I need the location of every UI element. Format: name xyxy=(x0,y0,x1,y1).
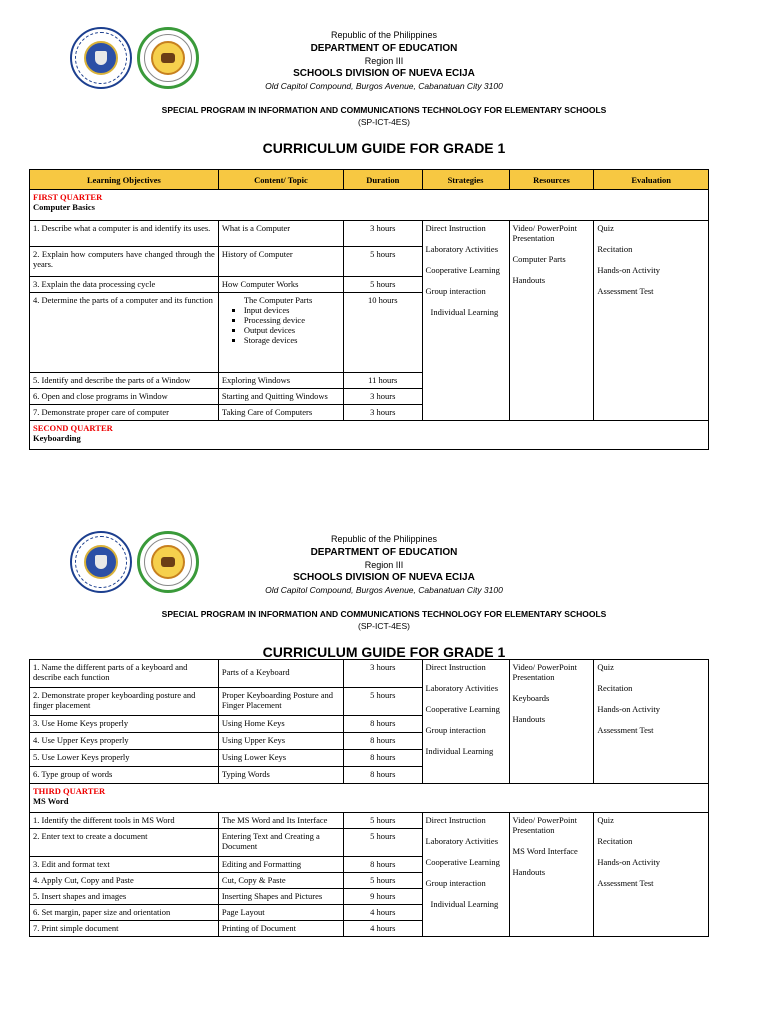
strategy-item: Cooperative Learning xyxy=(425,265,500,275)
objective-cell: 6. Set margin, paper size and orientation xyxy=(30,905,219,921)
resource-item: Video/ PowerPoint Presentation xyxy=(512,815,577,835)
topic-cell: Starting and Quitting Windows xyxy=(218,389,343,405)
objective-cell: 5. Identify and describe the parts of a Window xyxy=(30,373,219,389)
list-item: ▪ Output devices xyxy=(244,325,340,335)
duration-cell: 10 hours xyxy=(344,293,423,373)
quarter-label: FIRST QUARTER xyxy=(33,192,103,202)
quarter-row xyxy=(30,190,709,221)
region-line: Region III xyxy=(364,56,404,66)
page-1 xyxy=(0,0,768,500)
republic-line: Republic of the Philippines xyxy=(330,30,438,40)
region-line: Region III xyxy=(364,560,404,570)
strategy-item: Individual Learning xyxy=(425,746,494,756)
evaluation-item: Quiz xyxy=(597,223,614,233)
col-header-duration: Duration xyxy=(344,170,423,190)
evaluation-cell xyxy=(594,221,709,421)
objective-cell: 5. Insert shapes and images xyxy=(30,889,219,905)
duration-cell: 9 hours xyxy=(344,889,423,905)
topic-cell: History of Computer xyxy=(218,247,343,277)
list-item: ▪ Input devices xyxy=(244,305,340,315)
strategy-item: Group interaction xyxy=(425,725,486,735)
resources-cell xyxy=(509,221,594,421)
resources-cell xyxy=(509,813,594,937)
program-code: (SP-ICT-4ES) xyxy=(358,621,410,631)
resources-cell xyxy=(509,660,594,784)
topic-cell: How Computer Works xyxy=(218,277,343,293)
resource-item: Keyboards xyxy=(512,693,550,703)
topic-cell: Exploring Windows xyxy=(218,373,343,389)
duration-cell: 11 hours xyxy=(344,373,423,389)
subject-label: MS Word xyxy=(33,796,69,806)
resource-item: Computer Parts xyxy=(512,254,566,264)
strategy-item: Laboratory Activities xyxy=(425,244,498,254)
strategy-item: Cooperative Learning xyxy=(425,857,500,867)
strategy-item: Laboratory Activities xyxy=(425,836,498,846)
objective-cell: 4. Apply Cut, Copy and Paste xyxy=(30,873,219,889)
subject-label: Keyboarding xyxy=(33,433,81,443)
topic-cell: Entering Text and Creating a Document xyxy=(218,829,343,857)
duration-cell: 5 hours xyxy=(344,688,423,716)
duration-cell: 5 hours xyxy=(344,813,423,829)
objective-cell: 2. Enter text to create a document xyxy=(30,829,219,857)
strategy-item: Individual Learning xyxy=(430,899,499,909)
topic-cell: Cut, Copy & Paste xyxy=(218,873,343,889)
resource-item: Handouts xyxy=(512,275,546,285)
list-item: ▪ Processing device xyxy=(244,315,340,325)
objective-cell: 1. Describe what a computer is and identify its uses. xyxy=(30,221,219,247)
objective-cell: 2. Explain how computers have changed through the years. xyxy=(30,247,219,277)
resource-item: Video/ PowerPoint Presentation xyxy=(512,223,577,243)
duration-cell: 8 hours xyxy=(344,716,423,733)
evaluation-item: Hands-on Activity xyxy=(597,857,660,867)
topic-cell: Using Home Keys xyxy=(218,716,343,733)
strategies-cell xyxy=(422,813,509,937)
strategy-item: Direct Instruction xyxy=(425,662,486,672)
strategies-cell xyxy=(422,221,509,421)
objective-cell: 3. Use Home Keys properly xyxy=(30,716,219,733)
subject-label: Computer Basics xyxy=(33,202,95,212)
strategy-item: Cooperative Learning xyxy=(425,704,500,714)
col-header-topic: Content/ Topic xyxy=(218,170,343,190)
strategy-item: Individual Learning xyxy=(430,307,499,317)
duration-cell: 5 hours xyxy=(344,247,423,277)
strategies-cell xyxy=(422,660,509,784)
division-line: SCHOOLS DIVISION OF NUEVA ECIJA xyxy=(293,572,475,583)
evaluation-item: Assessment Test xyxy=(597,286,654,296)
department-line: DEPARTMENT OF EDUCATION xyxy=(310,547,458,558)
evaluation-cell xyxy=(594,813,709,937)
republic-line: Republic of the Philippines xyxy=(330,534,438,544)
objective-cell: 5. Use Lower Keys properly xyxy=(30,750,219,767)
duration-cell: 8 hours xyxy=(344,767,423,784)
evaluation-item: Recitation xyxy=(597,683,633,693)
curriculum-table-2 xyxy=(29,659,709,937)
col-header-evaluation: Evaluation xyxy=(594,170,709,190)
objective-cell: 3. Edit and format text xyxy=(30,857,219,873)
duration-cell: 5 hours xyxy=(344,873,423,889)
objective-cell: 1. Name the different parts of a keyboard and describe each function xyxy=(30,660,219,688)
objective-cell: 4. Use Upper Keys properly xyxy=(30,733,219,750)
evaluation-item: Recitation xyxy=(597,836,633,846)
table-row xyxy=(30,660,709,688)
topic-cell: Typing Words xyxy=(218,767,343,784)
objective-cell: 3. Explain the data processing cycle xyxy=(30,277,219,293)
duration-cell: 3 hours xyxy=(344,405,423,421)
strategy-item: Direct Instruction xyxy=(425,815,486,825)
duration-cell: 5 hours xyxy=(344,829,423,857)
duration-cell: 3 hours xyxy=(344,660,423,688)
objective-cell: 2. Demonstrate proper keyboarding posture and finger placement xyxy=(30,688,219,716)
col-header-strategies: Strategies xyxy=(422,170,509,190)
department-line: DEPARTMENT OF EDUCATION xyxy=(310,43,458,54)
evaluation-item: Assessment Test xyxy=(597,725,654,735)
duration-cell: 3 hours xyxy=(344,389,423,405)
objective-cell: 7. Print simple document xyxy=(30,921,219,937)
duration-cell: 5 hours xyxy=(344,277,423,293)
topic-cell: Parts of a Keyboard xyxy=(218,660,343,688)
col-header-objectives: Learning Objectives xyxy=(30,170,219,190)
address-line: Old Capitol Compound, Burgos Avenue, Cabanatuan City 3100 xyxy=(265,81,503,91)
objective-cell: 1. Identify the different tools in MS Word xyxy=(30,813,219,829)
objective-cell: 6. Open and close programs in Window xyxy=(30,389,219,405)
evaluation-item: Quiz xyxy=(597,815,614,825)
strategy-item: Laboratory Activities xyxy=(425,683,498,693)
topic-cell: Taking Care of Computers xyxy=(218,405,343,421)
topic-cell: Using Lower Keys xyxy=(218,750,343,767)
address-line: Old Capitol Compound, Burgos Avenue, Cabanatuan City 3100 xyxy=(265,585,503,595)
topic-title: The Computer Parts xyxy=(243,295,313,305)
duration-cell: 3 hours xyxy=(344,221,423,247)
list-item: ▪ Storage devices xyxy=(244,335,340,345)
duration-cell: 4 hours xyxy=(344,905,423,921)
topic-cell: Page Layout xyxy=(218,905,343,921)
quarter-row xyxy=(30,784,709,813)
resource-item: MS Word Interface xyxy=(512,846,578,856)
program-title: SPECIAL PROGRAM IN INFORMATION AND COMMUNICATIONS TECHNOLOGY FOR ELEMENTARY SCHOOLS xyxy=(161,609,607,619)
strategy-item: Direct Instruction xyxy=(425,223,486,233)
topic-cell: Using Upper Keys xyxy=(218,733,343,750)
quarter-label: THIRD QUARTER xyxy=(33,786,106,796)
resource-item: Handouts xyxy=(512,867,546,877)
duration-cell: 8 hours xyxy=(344,733,423,750)
objective-cell: 6. Type group of words xyxy=(30,767,219,784)
table-row xyxy=(30,813,709,829)
strategy-item: Group interaction xyxy=(425,286,486,296)
objective-cell: 7. Demonstrate proper care of computer xyxy=(30,405,219,421)
topic-cell: Proper Keyboarding Posture and Finger Placement xyxy=(218,688,343,716)
evaluation-item: Quiz xyxy=(597,662,614,672)
objective-cell: 4. Determine the parts of a computer and its function xyxy=(30,293,219,373)
program-title: SPECIAL PROGRAM IN INFORMATION AND COMMUNICATIONS TECHNOLOGY FOR ELEMENTARY SCHOOLS xyxy=(161,105,607,115)
strategy-item: Group interaction xyxy=(425,878,486,888)
table-row xyxy=(30,221,709,247)
guide-title: CURRICULUM GUIDE FOR GRADE 1 xyxy=(262,644,506,660)
program-code: (SP-ICT-4ES) xyxy=(358,117,410,127)
evaluation-item: Recitation xyxy=(597,244,633,254)
evaluation-item: Hands-on Activity xyxy=(597,704,660,714)
evaluation-item: Assessment Test xyxy=(597,878,654,888)
evaluation-cell xyxy=(594,660,709,784)
duration-cell: 4 hours xyxy=(344,921,423,937)
topic-cell xyxy=(218,293,343,373)
curriculum-table-1 xyxy=(29,169,709,450)
division-line: SCHOOLS DIVISION OF NUEVA ECIJA xyxy=(293,68,475,79)
guide-title: CURRICULUM GUIDE FOR GRADE 1 xyxy=(262,140,506,156)
topic-cell: What is a Computer xyxy=(218,221,343,247)
col-header-resources: Resources xyxy=(509,170,594,190)
topic-cell: Editing and Formatting xyxy=(218,857,343,873)
evaluation-item: Hands-on Activity xyxy=(597,265,660,275)
quarter-row xyxy=(30,421,709,450)
parts-list xyxy=(222,305,340,345)
resource-item: Handouts xyxy=(512,714,546,724)
duration-cell: 8 hours xyxy=(344,750,423,767)
table-header-row xyxy=(30,170,709,190)
topic-cell: The MS Word and Its Interface xyxy=(218,813,343,829)
topic-cell: Printing of Document xyxy=(218,921,343,937)
quarter-label: SECOND QUARTER xyxy=(33,423,113,433)
topic-cell: Inserting Shapes and Pictures xyxy=(218,889,343,905)
duration-cell: 8 hours xyxy=(344,857,423,873)
resource-item: Video/ PowerPoint Presentation xyxy=(512,662,577,682)
